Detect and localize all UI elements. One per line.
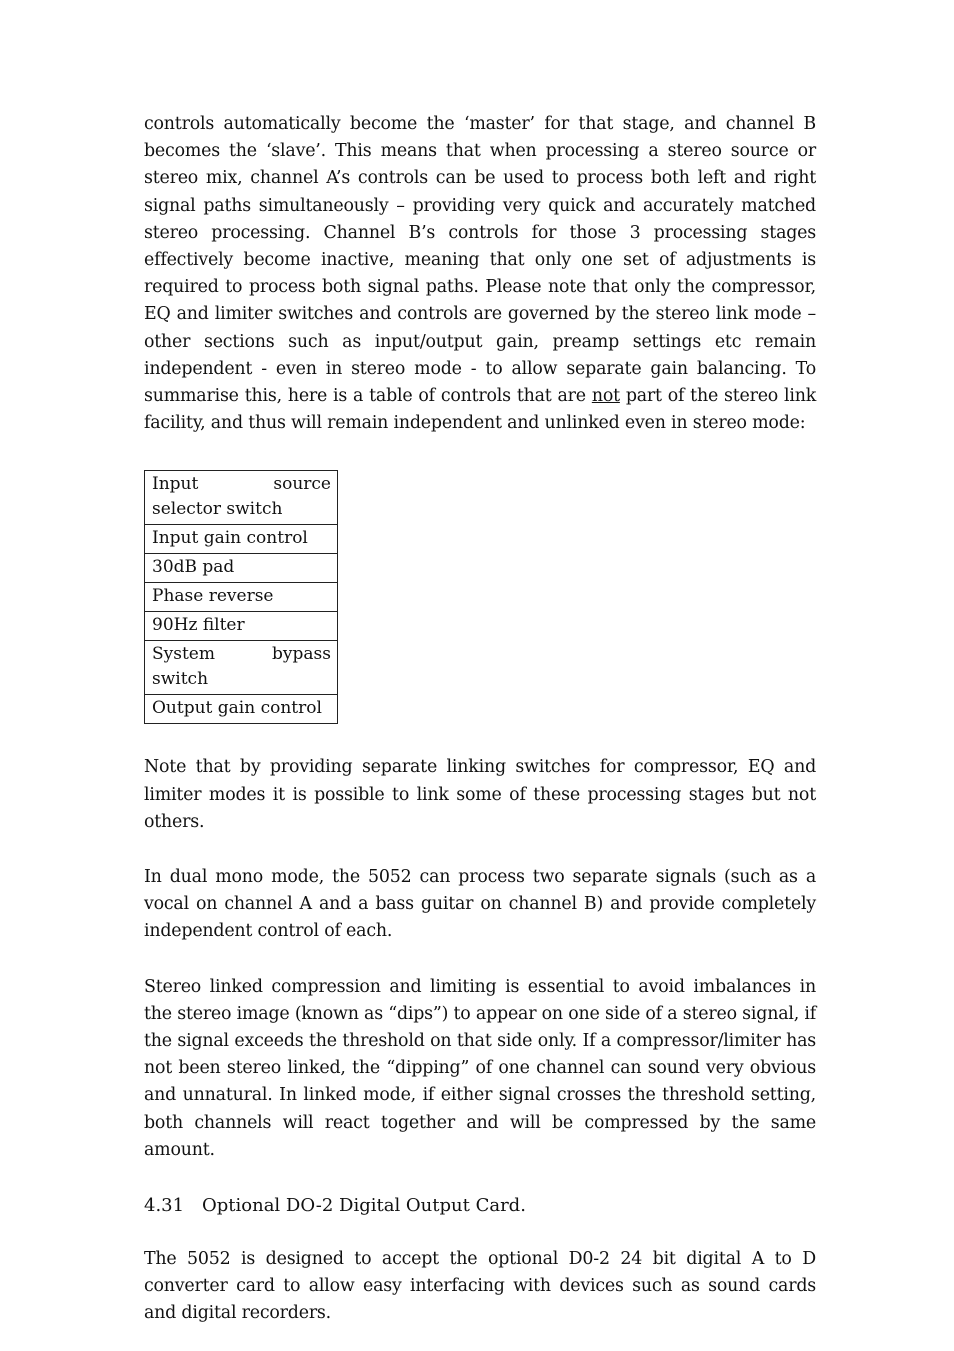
unlinked-controls-table [144,470,338,724]
section-heading [144,1192,816,1220]
paragraph-stereo-link-intro [144,111,816,437]
paragraph-digital-card: The 5052 is designed to accept the optional D0-2 24 bit digital A to D converter card to allow easy interfacing with devices such as sound cards and digital recorders. [144,1249,816,1324]
paragraph-text: controls automatically become the ‘master’ for that stage, and channel B becomes the ‘slave’. This means that when processing a stereo source or stereo mix, channel A’s controls can be used to process both left and right signal paths simultaneously – providing very quick and accurately matched stereo processing. Channel B’s controls for those 3 processing stages effectively become inactive, meaning that only one set of adjustments is required to process both signal paths. Please note that only the compressor, EQ and limiter switches and controls are governed by the stereo link mode – other sections such as input/output gain, preamp settings etc remain independent - even in stereo mode - to allow separate gain balancing. To summarise this, here is a table of controls that are [144,114,816,407]
paragraph-stereo-linked: Stereo linked compression and limiting is essential to avoid imbalances in the stereo image (known as “dips”) to appear on one side of a stereo signal, if the signal exceeds the threshold on that side only. If a compressor/limiter has not been stereo linked, the “dipping” of one channel can sound very obvious and unnatural. In linked mode, if either signal crosses the threshold setting, both channels will react together and will be compressed by the same amount. [144,976,816,1160]
table-cell: Phase reverse [145,583,338,612]
underlined-word: not [591,386,620,407]
paragraph-text: part of the stereo link facility, and thus will remain independent and unlinked even in stereo mode: [144,386,817,434]
table-cell: System bypass switch [145,641,338,695]
table-row [145,554,338,583]
table-cell: Input gain control [145,525,338,554]
table-row [145,641,338,695]
table-cell: 90Hz filter [145,612,338,641]
paragraph-dual-mono: In dual mono mode, the 5052 can process two separate signals (such as a vocal on channel A and a bass guitar on channel B) and provide completely independent control of each. [144,867,816,942]
table-cell: 30dB pad [145,554,338,583]
section-title: Optional DO-2 Digital Output Card. [202,1195,526,1217]
document-page [144,111,816,1328]
table-row [145,583,338,612]
table-cell: Input source selector switch [145,471,338,525]
paragraph-linking-note: Note that by providing separate linking switches for compressor, EQ and limiter modes it is possible to link some of these processing stages but not others. [144,757,816,832]
table-row [145,471,338,525]
table-row [145,525,338,554]
section-number: 4.31 [144,1195,185,1217]
table-row [145,695,338,724]
table-row [145,612,338,641]
table-cell: Output gain control [145,695,338,724]
